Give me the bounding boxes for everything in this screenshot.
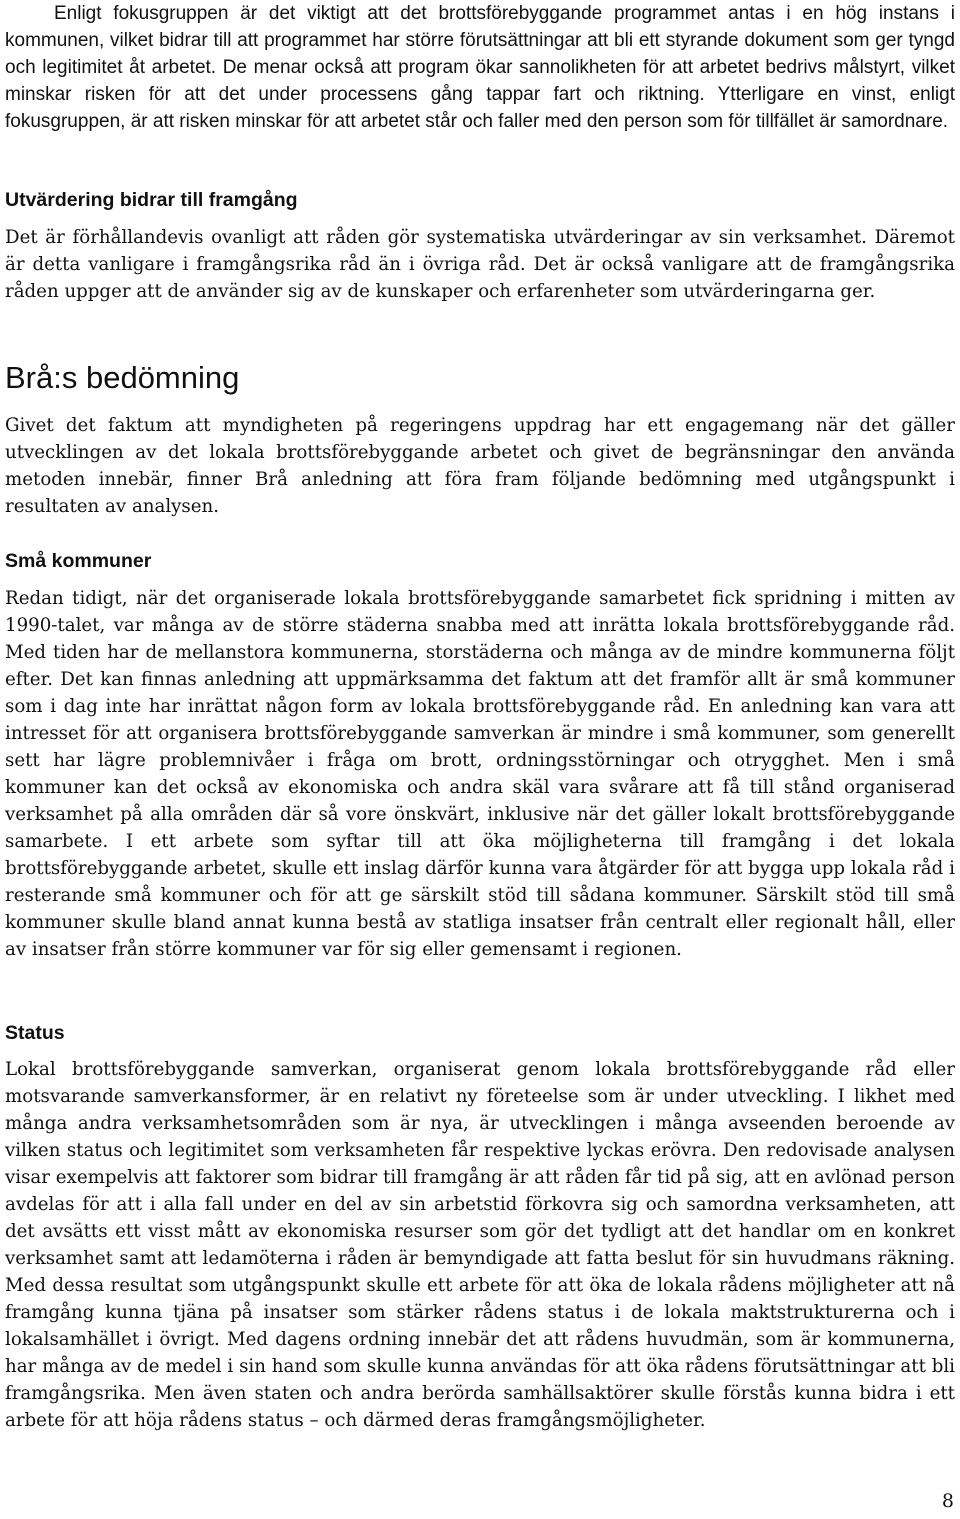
intro-paragraph: Enligt fokusgruppen är det viktigt att det brottsförebyggande programmet antas i en hög instans i kommunen, vilket bidrar till att programmet har större förutsättningar att bli ett styrande dokument som ger tyngd och legitimitet åt arbetet. De menar också att program ökar sannolikheten för att arbetet bedrivs målstyrt, vilket minskar risken för att det under processens gång tappar fart och riktning. Ytterligare en vinst, enligt fokusgruppen, är att risken minskar för att arbetet står och faller med den person som för tillfället är samordnare. bbox=[5, 3, 955, 132]
heading-utvardering: Utvärdering bidrar till framgång bbox=[5, 189, 298, 211]
paragraph-utvardering: Det är förhållandevis ovanligt att råden gör systematiska utvärderingar av sin verksamhet. Däremot är detta vanligare i framgångsrika råd än i övriga råd. Det är också vanligare att de framgångsrika råden uppger att de använder sig av de kunskaper och erfarenheter som utvärderingarna ger. bbox=[5, 227, 955, 302]
page-number: 8 bbox=[941, 1490, 954, 1512]
heading-sma-kommuner: Små kommuner bbox=[5, 550, 152, 572]
heading-bedomning: Brå:s bedömning bbox=[5, 360, 240, 395]
heading-status: Status bbox=[5, 1022, 65, 1044]
paragraph-status: Lokal brottsförebyggande samverkan, organiserat genom lokala brottsförebyggande råd eller motsvarande samverkansformer, är en relativt ny företeelse som är under utveckling. I likhet med många andra verksamhetsområden som är nya, är utvecklingen i många avseenden beroende av vilken status och legitimitet som verksamheten får respektive lyckas erövra. Den redovisade analysen visar exempelvis att faktorer som bidrar till framgång är att råden får tid på sig, att en avlönad person avdelas för att i alla fall under en del av sin arbetstid förkovra sig och samordna verksamheten, att det avsätts ett visst mått av ekonomiska resurser som gör det tydligt att det handlar om en konkret verksamhet samt att ledamöterna i råden är bemyndigade att fatta beslut för sin huvudmans räkning. Med dessa resultat som utgångspunkt skulle ett arbete för att öka de lokala rådens möjligheter att nå framgång kunna tjäna på insatser som stärker rådens status i de lokala maktstrukturerna och i lokalsamhället i övrigt. Med dagens ordning innebär det att rådens huvudmän, som är kommunerna, har många av de medel i sin hand som skulle kunna användas för att öka rådens förutsättningar att bli framgångsrika. Men även staten och andra berörda samhällsaktörer skulle förstås kunna bidra i ett arbete för att höja rådens status – och därmed deras framgångsmöjligheter. bbox=[5, 1059, 955, 1431]
paragraph-sma-kommuner: Redan tidigt, när det organiserade lokala brottsförebyggande samarbetet fick spridning i mitten av 1990-talet, var många av de större städerna snabba med att inrätta lokala brottsförebyggande råd. Med tiden har de mellanstora kommunerna, storstäderna och många av de mindre kommunerna följt efter. Det kan finnas anledning att uppmärksamma det faktum att det framför allt är små kommuner som i dag inte har inrättat någon form av lokala brottsförebyggande råd. En anledning kan vara att intresset för att organisera brottsförebyggande samverkan är mindre i små kommuner, som generellt sett har lägre problemnivåer i fråga om brott, ordningsstörningar och otrygghet. Men i små kommuner kan det också av ekonomiska och andra skäl vara svårare att få till stånd organiserad verksamhet på alla områden där så vore önskvärt, inklusive när det gäller lokalt brottsförebyggande samarbete. I ett arbete som syftar till att öka möjligheterna till framgång i det lokala brottsförebyggande arbetet, skulle ett inslag därför kunna vara åtgärder för att bygga upp lokala råd i resterande små kommuner och för att ge särskilt stöd till sådana kommuner. Särskilt stöd till små kommuner skulle bland annat kunna bestå av statliga insatser från centralt eller regionalt håll, eller av insatser från större kommuner var för sig eller gemensamt i regionen. bbox=[5, 588, 955, 960]
paragraph-bedomning: Givet det faktum att myndigheten på regeringens uppdrag har ett engagemang när det gäller utvecklingen av det lokala brottsförebyggande arbetet och givet de begränsningar den använda metoden innebär, finner Brå anledning att föra fram följande bedömning med utgångspunkt i resultaten av analysen. bbox=[5, 415, 955, 517]
